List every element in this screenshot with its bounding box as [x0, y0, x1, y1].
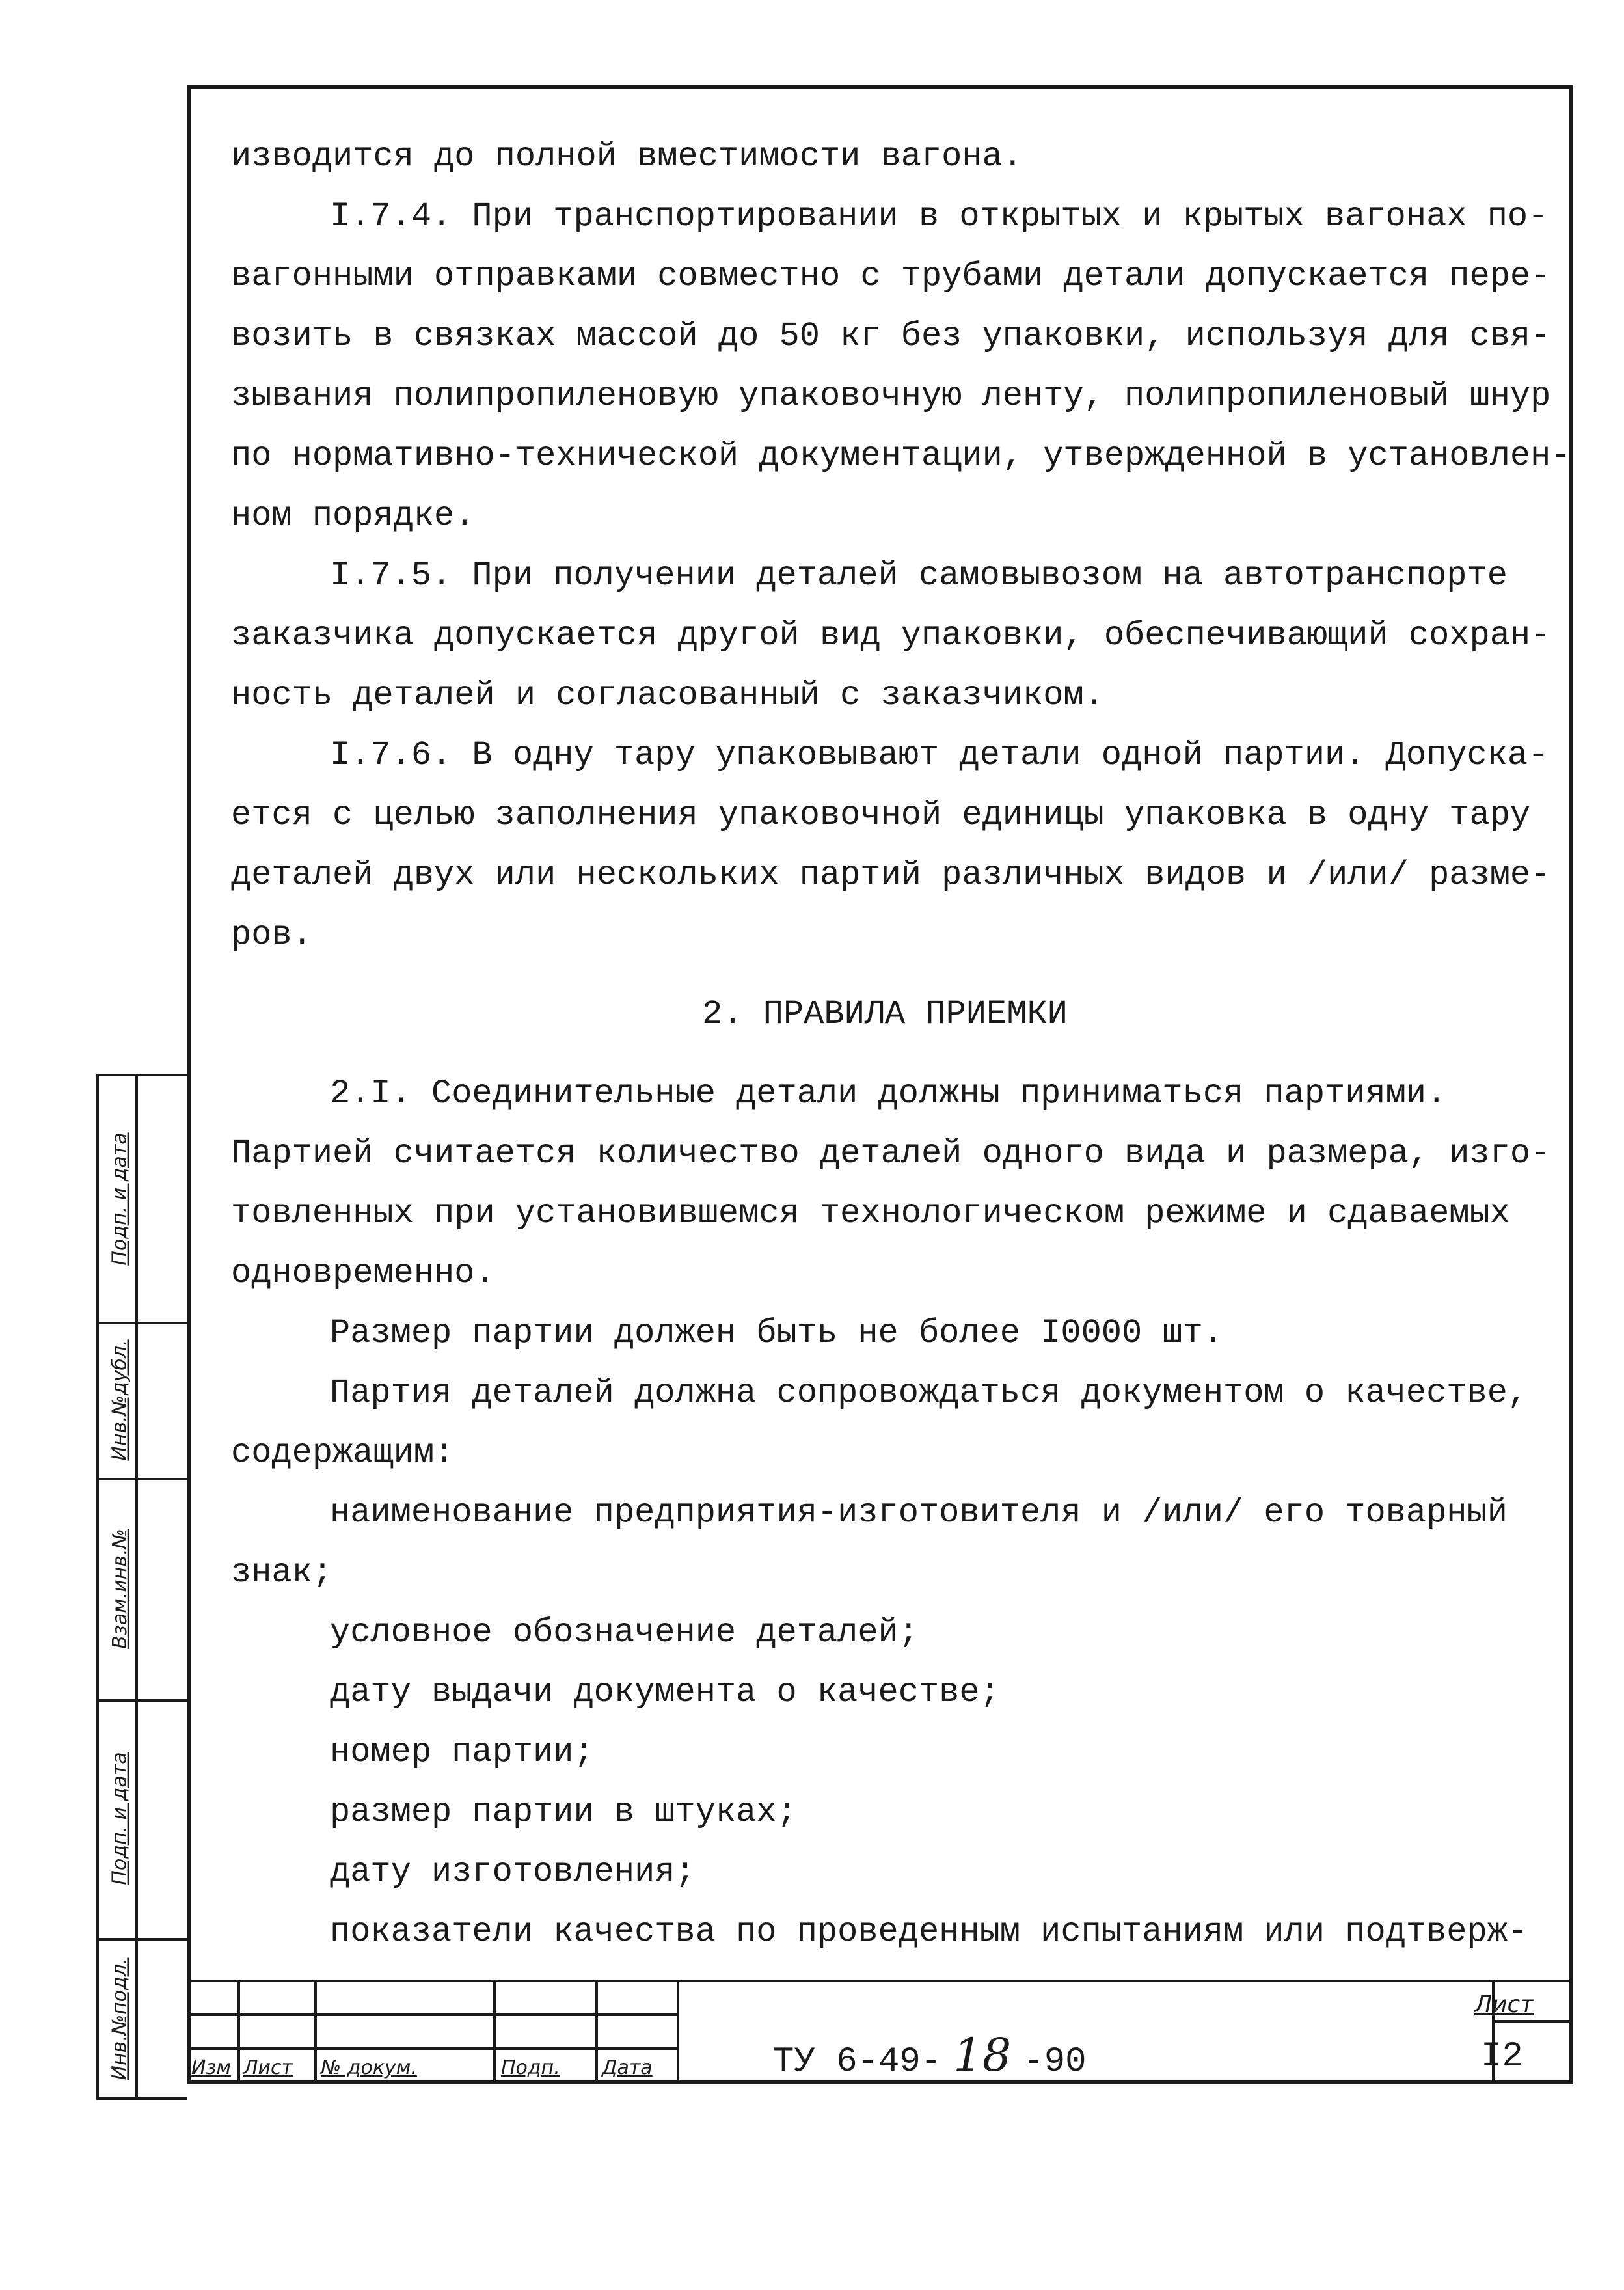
title-block-line: [314, 1980, 317, 2084]
text-line: деталей двух или нескольких партий различных видов и /или/ разме-: [231, 856, 1551, 894]
text-line: Партией считается количество деталей одного вида и размера, изго-: [231, 1134, 1551, 1173]
text-line: наименование предприятия-изготовителя и /или/ его товарный: [330, 1493, 1508, 1532]
margin-label-sign-date: Подп. и дата: [108, 1752, 131, 1885]
text-line: показатели качества по проведенным испытаниям или подтверж-: [330, 1913, 1528, 1951]
text-line: номер партии;: [330, 1733, 594, 1771]
title-block-line: [187, 1980, 1573, 1982]
text-line: товленных при установившемся технологическом режиме и сдаваемых: [231, 1194, 1510, 1233]
col-label-izm: Изм: [191, 2056, 232, 2079]
title-block-line: [187, 2047, 677, 2050]
margin-label-inv-podl: Инв.№подл.: [108, 1957, 131, 2080]
doc-code-handwritten: 18: [953, 2028, 1012, 2082]
document-code: [773, 2028, 1087, 2082]
text-line: одновременно.: [231, 1254, 495, 1292]
margin-label-sign-date-2: Подп. и дата: [108, 1132, 131, 1266]
text-line: знак;: [231, 1553, 333, 1592]
sheet-number: I2: [1481, 2037, 1523, 2077]
text-line: дату изготовления;: [330, 1853, 696, 1891]
text-line: ров.: [231, 916, 312, 954]
margin-stamp: [96, 1074, 187, 2100]
title-block: [187, 1980, 1573, 2084]
text-line: условное обозначение деталей;: [330, 1613, 919, 1652]
title-block-line: [187, 2013, 677, 2016]
text-line: изводится до полной вместимости вагона.: [231, 137, 1023, 176]
margin-label-inv-dubl: Инв.№дубл.: [108, 1339, 131, 1461]
col-label-doc-num: № докум.: [321, 2056, 417, 2079]
margin-label-vzam-inv: Взам.инв.№: [108, 1528, 131, 1649]
col-label-list: Лист: [243, 2056, 293, 2079]
text-line: Размер партии должен быть не более I0000 шт.: [330, 1314, 1224, 1352]
title-block-line: [677, 1980, 679, 2084]
doc-code-prefix: ТУ 6-49-: [773, 2042, 942, 2082]
text-line: I.7.4. При транспортировании в открытых и крытых вагонах по-: [330, 197, 1549, 236]
text-line: дату выдачи документа о качестве;: [330, 1673, 1000, 1711]
section-heading: 2. ПРАВИЛА ПРИЕМКИ: [702, 995, 1068, 1033]
col-label-sign: Подп.: [501, 2056, 560, 2079]
document-body: [231, 127, 1571, 1962]
text-line: ность деталей и согласованный с заказчиком.: [231, 676, 1104, 715]
text-line: вагонными отправками совместно с трубами детали допускается пере-: [231, 257, 1551, 295]
text-line: содержащим:: [231, 1434, 455, 1472]
text-line: ном порядке.: [231, 497, 475, 535]
title-block-line: [595, 1980, 598, 2084]
text-line: I.7.6. В одну тару упаковывают детали одной партии. Допуска-: [330, 736, 1549, 774]
text-line: ется с целью заполнения упаковочной единицы упаковка в одну тару: [231, 796, 1531, 834]
text-line: I.7.5. При получении деталей самовывозом на автотранспорте: [330, 556, 1508, 595]
title-block-line: [493, 1980, 496, 2084]
col-label-date: Дата: [602, 2056, 653, 2079]
text-line: заказчика допускается другой вид упаковки, обеспечивающий сохран-: [231, 616, 1551, 655]
text-line: зывания полипропиленовую упаковочную ленту, полипропиленовый шнур: [231, 377, 1551, 415]
title-block-line: [1492, 2020, 1573, 2023]
doc-code-suffix: -90: [1023, 2042, 1087, 2082]
text-line: Партия деталей должна сопровождаться документом о качестве,: [330, 1374, 1528, 1412]
text-line: 2.I. Соединительные детали должны приниматься партиями.: [330, 1074, 1447, 1113]
text-line: возить в связках массой до 50 кг без упаковки, используя для свя-: [231, 317, 1551, 355]
sheet-label: Лист: [1474, 1991, 1534, 2018]
text-line: по нормативно-технической документации, утвержденной в установлен-: [231, 437, 1571, 475]
text-line: размер партии в штуках;: [330, 1793, 797, 1831]
title-block-line: [237, 1980, 240, 2084]
